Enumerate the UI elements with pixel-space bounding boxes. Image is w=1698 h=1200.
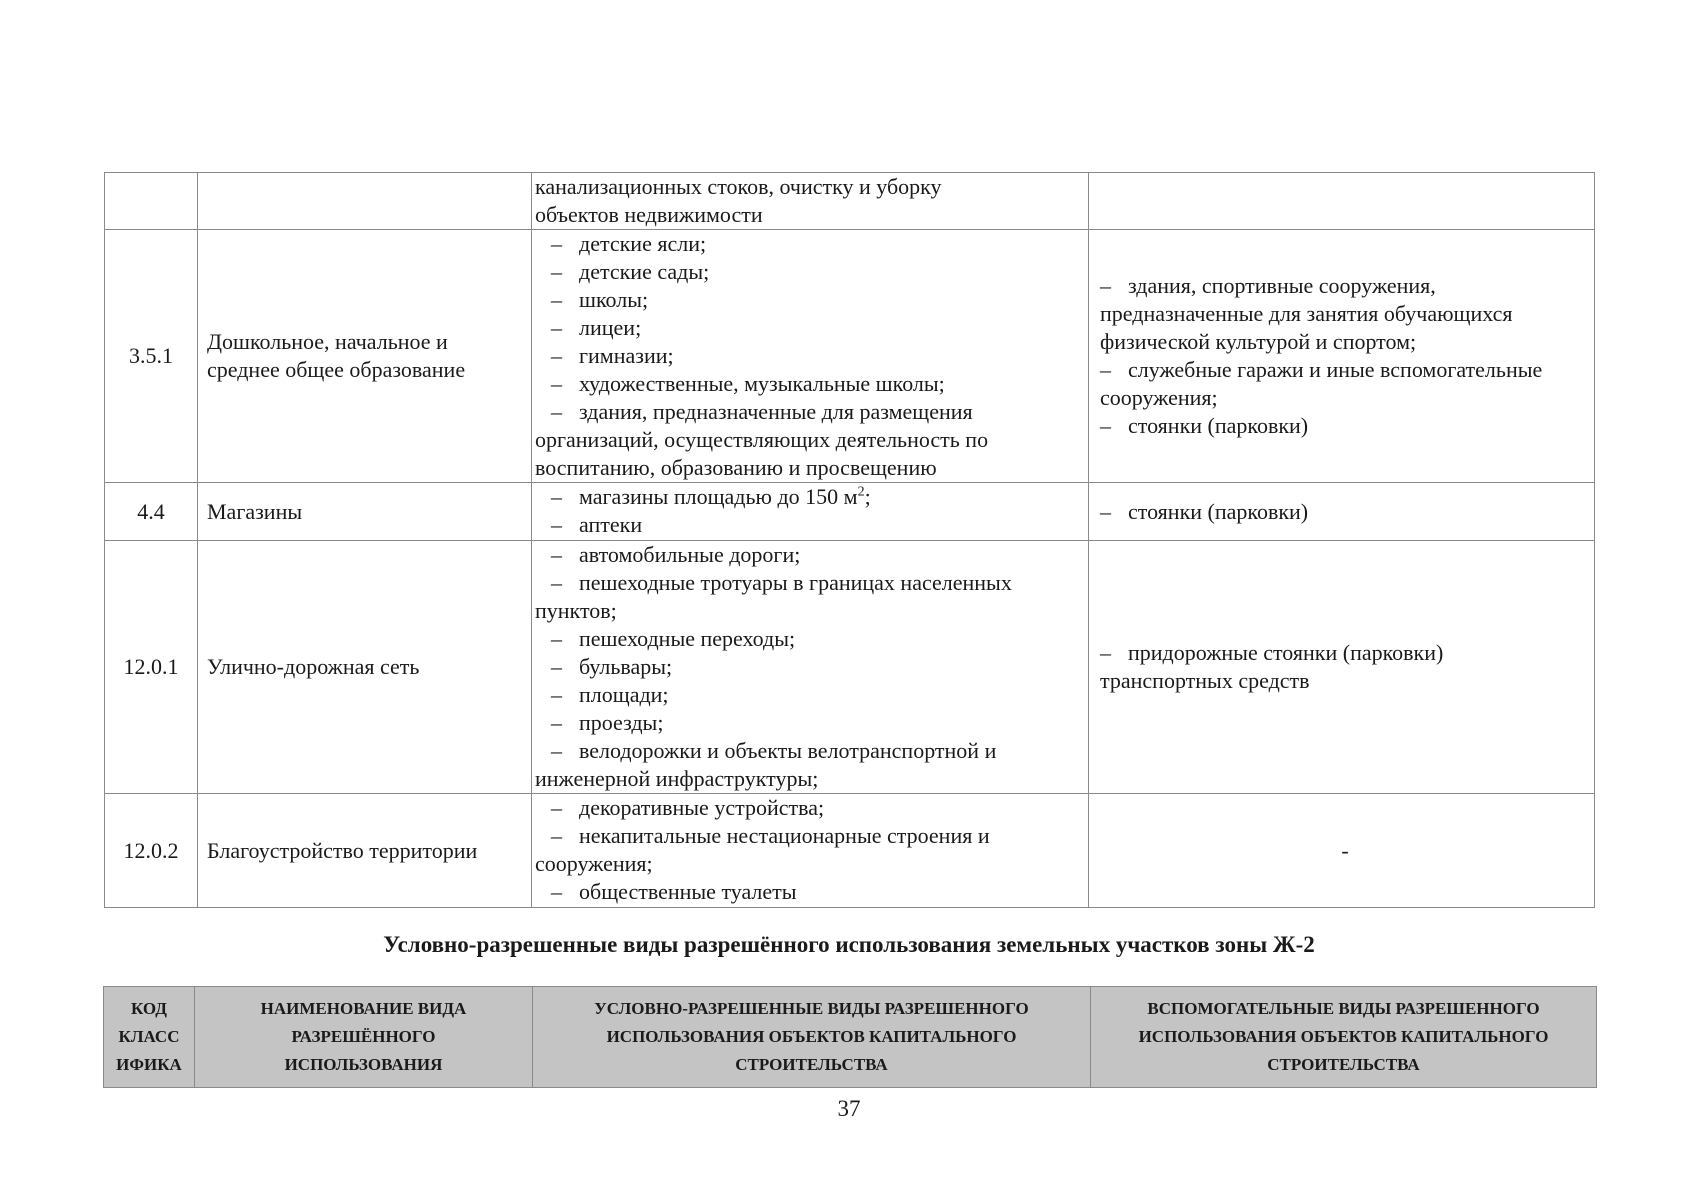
header-line: КЛАСС — [118, 1027, 180, 1046]
uses-cell — [532, 541, 1089, 794]
list-item-text: проезды; — [579, 710, 664, 735]
superscript: 2 — [857, 484, 865, 500]
list-item — [535, 511, 1084, 539]
uses-cell — [532, 483, 1089, 541]
list-item-text: пешеходные переходы; — [579, 626, 796, 651]
uses-cell — [532, 173, 1089, 230]
list-item-text: автомобильные дороги; — [579, 542, 801, 567]
list-item-text: гимназии; — [579, 343, 674, 368]
list-item-continuation: воспитанию, образованию и просвещению — [535, 455, 937, 480]
aux-cell — [1089, 541, 1595, 794]
list-item — [1100, 639, 1590, 667]
dash: – — [551, 682, 562, 707]
list-item — [535, 878, 1084, 906]
dash: – — [551, 654, 562, 679]
list-item-text: площади; — [579, 682, 669, 707]
dash: – — [551, 795, 562, 820]
section-title: Условно-разрешенные виды разрешённого использования земельных участков зоны Ж-2 — [383, 932, 1315, 957]
list-item-text: некапитальные нестационарные строения и — [579, 823, 990, 848]
table-row — [105, 541, 1595, 794]
dash: – — [1100, 357, 1111, 382]
header-line: РАЗРЕШЁННОГО — [291, 1027, 436, 1046]
dash: – — [551, 371, 562, 396]
header-table — [103, 986, 1597, 1088]
dash: – — [551, 626, 562, 651]
name-cell — [198, 173, 532, 230]
list-item — [535, 794, 1084, 822]
list-item-text: аптеки — [579, 512, 643, 537]
table-row — [105, 173, 1595, 230]
dash: – — [551, 570, 562, 595]
name-cell: Улично-дорожная сеть — [198, 541, 532, 794]
list-item — [535, 625, 1084, 653]
name-cell: Магазины — [198, 483, 532, 541]
list-item — [535, 398, 1084, 426]
list-item-text: велодорожки и объекты велотранспортной и — [579, 738, 997, 763]
name-cell — [198, 230, 532, 483]
table-row — [105, 483, 1595, 541]
header-line: ВСПОМОГАТЕЛЬНЫЕ ВИДЫ РАЗРЕШЕННОГО — [1147, 999, 1540, 1018]
header-line: ИСПОЛЬЗОВАНИЯ ОБЪЕКТОВ КАПИТАЛЬНОГО — [606, 1027, 1017, 1046]
header-line: СТРОИТЕЛЬСТВА — [1267, 1055, 1420, 1074]
dash: – — [551, 287, 562, 312]
list-item — [535, 258, 1084, 286]
list-item-text: школы; — [579, 287, 649, 312]
list-item-continuation: пунктов; — [535, 598, 617, 623]
table-row — [105, 794, 1595, 908]
code-cell: 12.0.2 — [105, 794, 198, 908]
list-item — [535, 822, 1084, 850]
aux-cell — [1089, 173, 1595, 230]
list-item — [535, 569, 1084, 597]
header-cell-conditional-uses — [533, 987, 1091, 1088]
header-line: УСЛОВНО-РАЗРЕШЕННЫЕ ВИДЫ РАЗРЕШЕННОГО — [594, 999, 1029, 1018]
header-line: ИФИКА — [116, 1055, 182, 1074]
header-row — [104, 987, 1597, 1088]
list-item — [535, 681, 1084, 709]
list-item-end: ; — [864, 484, 871, 509]
header-cell-auxiliary-uses — [1091, 987, 1597, 1088]
header-cell-code — [104, 987, 195, 1088]
land-use-table — [104, 172, 1595, 908]
list-item-continuation: предназначенные для занятия обучающихся — [1100, 301, 1513, 326]
code-cell: 12.0.1 — [105, 541, 198, 794]
list-item-continuation: транспортных средств — [1100, 668, 1310, 693]
dash: – — [551, 399, 562, 424]
dash: – — [551, 879, 562, 904]
uses-cell — [532, 230, 1089, 483]
list-item — [535, 230, 1084, 258]
list-item-text: придорожные стоянки (парковки) — [1128, 640, 1444, 665]
list-item-text: служебные гаражи и иные вспомогательные — [1128, 357, 1543, 382]
header-line: ИСПОЛЬЗОВАНИЯ ОБЪЕКТОВ КАПИТАЛЬНОГО — [1138, 1027, 1549, 1046]
header-line: НАИМЕНОВАНИЕ ВИДА — [260, 999, 467, 1018]
list-item-text: пешеходные тротуары в границах населенных — [579, 570, 1012, 595]
list-item-continuation: физической культурой и спортом; — [1100, 329, 1417, 354]
list-item — [535, 342, 1084, 370]
dash: – — [551, 484, 562, 509]
name-line: Дошкольное, начальное и — [207, 329, 448, 354]
list-item — [535, 737, 1084, 765]
list-item — [1100, 272, 1590, 300]
list-item-text: детские ясли; — [579, 231, 707, 256]
list-item-text: стоянки (парковки) — [1128, 413, 1309, 438]
list-item-text: здания, спортивные сооружения, — [1128, 273, 1436, 298]
list-item-text: стоянки (парковки) — [1128, 498, 1309, 524]
uses-cell — [532, 794, 1089, 908]
dash: – — [551, 259, 562, 284]
list-item-text: детские сады; — [579, 259, 710, 284]
page-number: 37 — [837, 1096, 861, 1121]
dash: – — [551, 512, 562, 537]
list-item — [535, 286, 1084, 314]
name-line: среднее общее образование — [207, 357, 466, 382]
list-item-continuation: организаций, осуществляющих деятельность по — [535, 427, 989, 452]
dash: – — [551, 738, 562, 763]
dash: – — [551, 231, 562, 256]
list-item: объектов недвижимости — [535, 202, 763, 227]
dash: – — [1100, 273, 1111, 298]
list-item-text: магазины площадью до 150 м — [579, 484, 858, 509]
dash: – — [1100, 640, 1111, 665]
dash: – — [551, 343, 562, 368]
list-item-text: бульвары; — [579, 654, 673, 679]
code-cell: 3.5.1 — [105, 230, 198, 483]
list-item-continuation: сооружения; — [1100, 385, 1218, 410]
list-item — [1100, 412, 1590, 440]
list-item-text: общественные туалеты — [579, 879, 797, 904]
list-item — [535, 541, 1084, 569]
aux-cell: - — [1089, 794, 1595, 908]
list-item — [1100, 356, 1590, 384]
header-line: КОД — [131, 999, 167, 1018]
header-line: СТРОИТЕЛЬСТВА — [735, 1055, 888, 1074]
list-item-text: декоративные устройства; — [579, 795, 825, 820]
header-cell-name — [195, 987, 533, 1088]
list-item-text: здания, предназначенные для размещения — [579, 399, 973, 424]
table-row — [105, 230, 1595, 483]
list-item — [1100, 498, 1590, 526]
list-item-text: лицеи; — [579, 315, 642, 340]
list-item: канализационных стоков, очистку и уборку — [535, 174, 942, 199]
list-item-text: художественные, музыкальные школы; — [579, 371, 945, 396]
code-cell: 4.4 — [105, 483, 198, 541]
dash: – — [551, 710, 562, 735]
dash: – — [1100, 413, 1111, 438]
dash: – — [551, 315, 562, 340]
aux-cell — [1089, 230, 1595, 483]
list-item-continuation: сооружения; — [535, 851, 653, 876]
name-cell: Благоустройство территории — [198, 794, 532, 908]
list-item — [535, 370, 1084, 398]
aux-cell — [1089, 483, 1595, 541]
dash: – — [1100, 498, 1111, 524]
list-item — [535, 314, 1084, 342]
dash: – — [551, 823, 562, 848]
dash: – — [551, 542, 562, 567]
list-item — [535, 483, 1084, 511]
code-cell — [105, 173, 198, 230]
list-item — [535, 653, 1084, 681]
header-line: ИСПОЛЬЗОВАНИЯ — [284, 1055, 443, 1074]
list-item-continuation: инженерной инфраструктуры; — [535, 766, 819, 791]
list-item — [535, 709, 1084, 737]
